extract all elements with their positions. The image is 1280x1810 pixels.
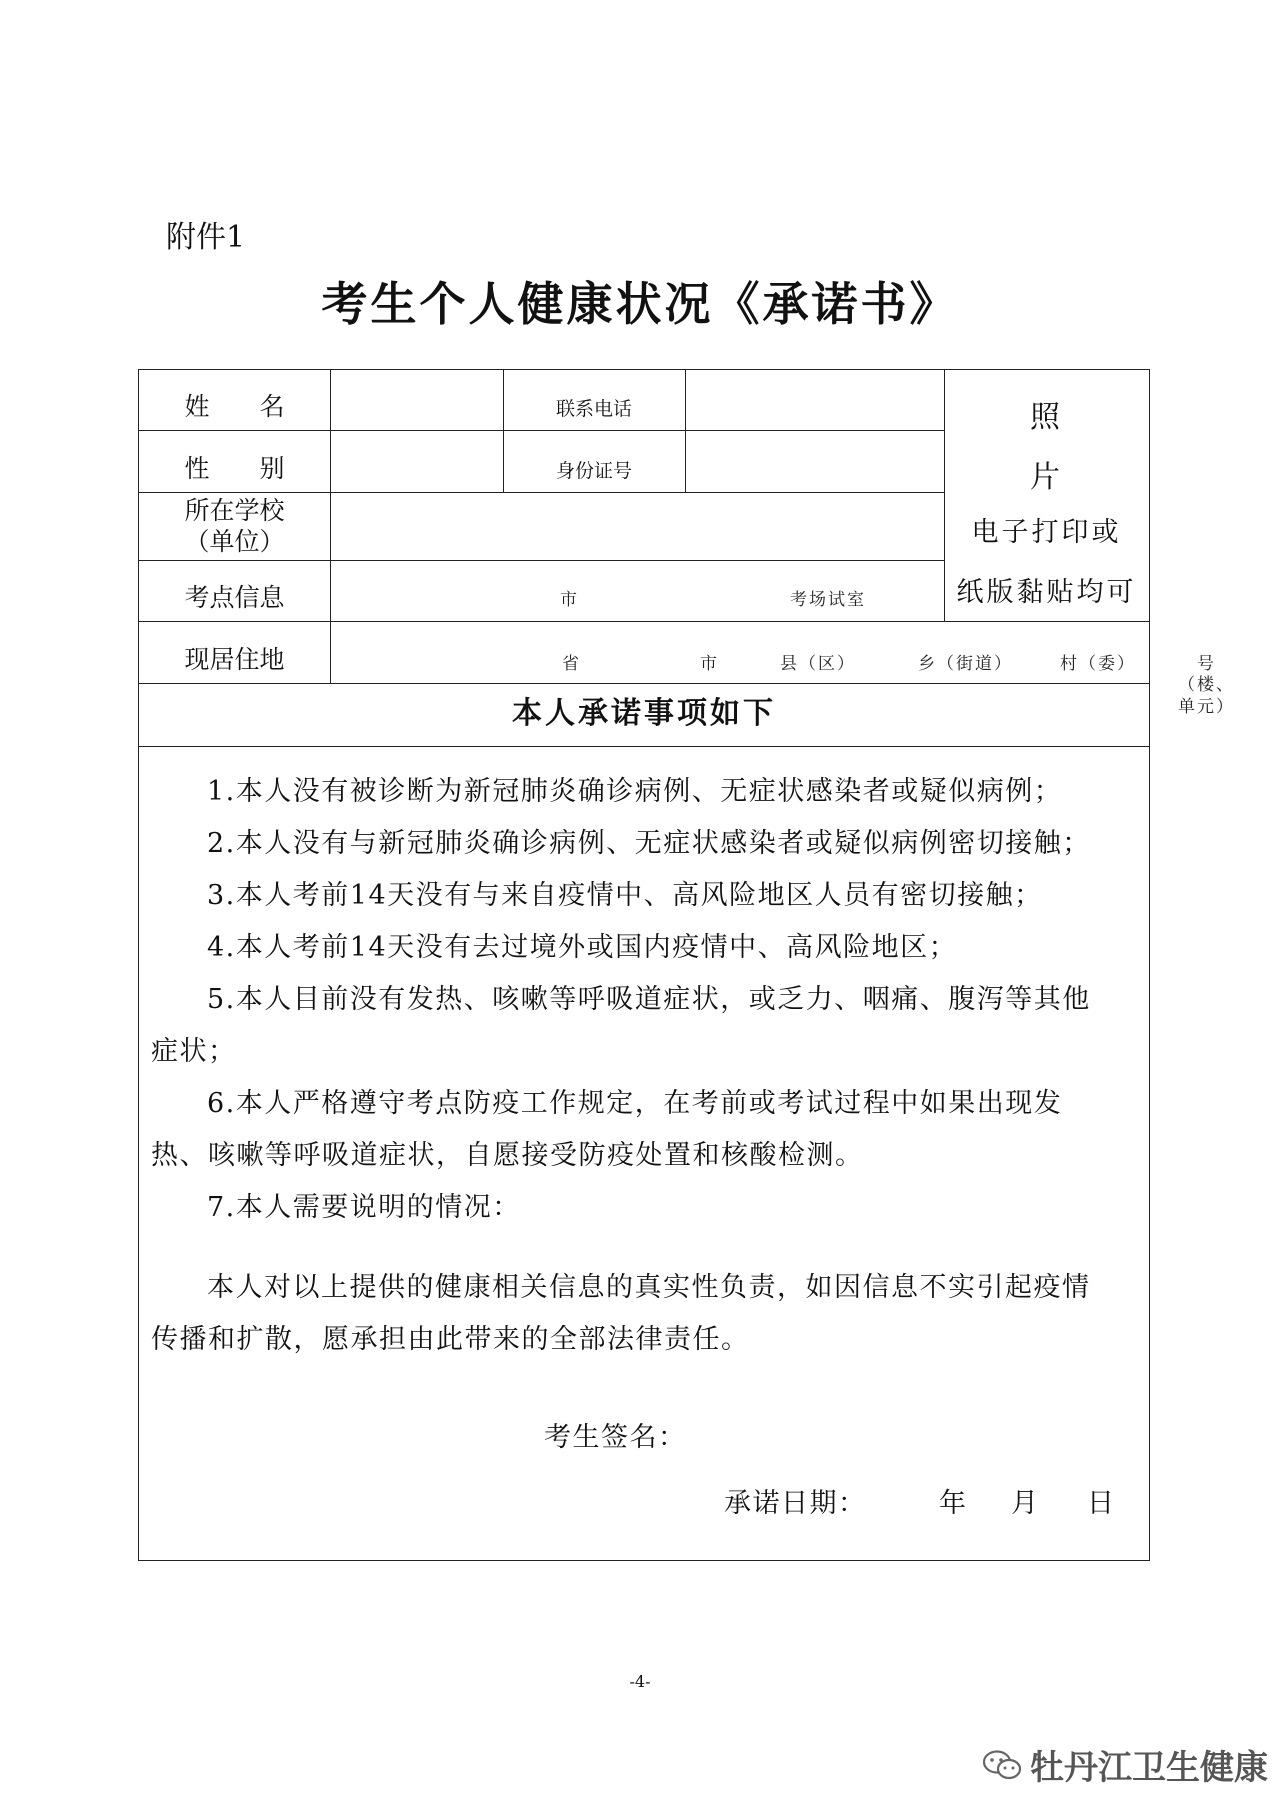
- address-city: 市: [700, 654, 719, 674]
- page-title: 考生个人健康状况《承诺书》: [321, 277, 959, 331]
- row-divider: [139, 746, 1149, 747]
- date-month: 月: [1011, 1488, 1040, 1519]
- row-divider: [139, 683, 1149, 684]
- gender-field[interactable]: [330, 430, 503, 492]
- date-day: 日: [1087, 1488, 1116, 1519]
- promise-item-5-cont: 症状；: [151, 1036, 237, 1067]
- watermark: [982, 1740, 1268, 1789]
- photo-note-2: 纸版黏贴均可: [956, 577, 1137, 608]
- address-township: 乡（街道）: [918, 654, 1013, 674]
- promise-item-3: 3.本人考前14天没有与来自疫情中、高风险地区人员有密切接触；: [207, 880, 1043, 911]
- address-county: 县（区）: [780, 654, 856, 674]
- id-number-field[interactable]: [685, 430, 944, 492]
- photo-label-1: 照: [1030, 400, 1063, 435]
- name-label: 姓 名: [184, 391, 285, 421]
- promise-heading: 本人承诺事项如下: [512, 696, 776, 731]
- gender-label: 性 别: [184, 453, 285, 483]
- exam-site-label: 考点信息: [184, 582, 285, 612]
- address-village: 村（委）: [1060, 654, 1136, 674]
- date-label: 承诺日期：: [724, 1488, 867, 1519]
- watermark-text: 牡丹江卫生健康: [1030, 1748, 1268, 1788]
- address-number: 号（楼、单元）: [1178, 654, 1235, 717]
- page-number: -4-: [629, 1672, 651, 1691]
- residence-label: 现居住地: [184, 644, 285, 674]
- phone-field[interactable]: [685, 370, 944, 430]
- school-label-line1: 所在学校: [184, 495, 285, 525]
- address-province: 省: [562, 654, 581, 674]
- promise-item-2: 2.本人没有与新冠肺炎确诊病例、无症状感染者或疑似病例密切接触；: [207, 828, 1091, 859]
- attachment-label: 附件1: [166, 220, 246, 255]
- exam-room-label: 考场试室: [790, 590, 866, 610]
- signature-label: 考生签名：: [544, 1422, 687, 1453]
- statement-line-1: 本人对以上提供的健康相关信息的真实性负责，如因信息不实引起疫情: [207, 1272, 1091, 1303]
- date-year: 年: [939, 1488, 968, 1519]
- photo-label-2: 片: [1030, 460, 1063, 495]
- promise-item-1: 1.本人没有被诊断为新冠肺炎确诊病例、无症状感染者或疑似病例；: [207, 776, 1063, 807]
- id-number-label: 身份证号: [555, 460, 632, 483]
- promise-item-5: 5.本人目前没有发热、咳嗽等呼吸道症状，或乏力、咽痛、腹泻等其他: [207, 984, 1091, 1015]
- exam-city-label: 市: [560, 590, 579, 610]
- promise-item-6: 6.本人严格遵守考点防疫工作规定，在考前或考试过程中如果出现发: [207, 1088, 1063, 1119]
- school-field[interactable]: [330, 492, 944, 560]
- promise-item-7: 7.本人需要说明的情况：: [207, 1192, 521, 1223]
- commitment-form: [138, 369, 1235, 1561]
- school-label: [139, 492, 330, 560]
- promise-item-6-cont: 热、咳嗽等呼吸道症状，自愿接受防疫处置和核酸检测。: [151, 1140, 864, 1171]
- phone-label: 联系电话: [555, 398, 632, 421]
- wechat-icon: [982, 1748, 1022, 1782]
- exam-site-field[interactable]: [330, 560, 944, 621]
- photo-note-1: 电子打印或: [971, 517, 1122, 548]
- statement-line-2: 传播和扩散，愿承担由此带来的全部法律责任。: [151, 1324, 750, 1355]
- name-field[interactable]: [330, 370, 503, 430]
- promise-item-4: 4.本人考前14天没有去过境外或国内疫情中、高风险地区；: [207, 932, 958, 963]
- school-label-line2: （单位）: [184, 527, 285, 556]
